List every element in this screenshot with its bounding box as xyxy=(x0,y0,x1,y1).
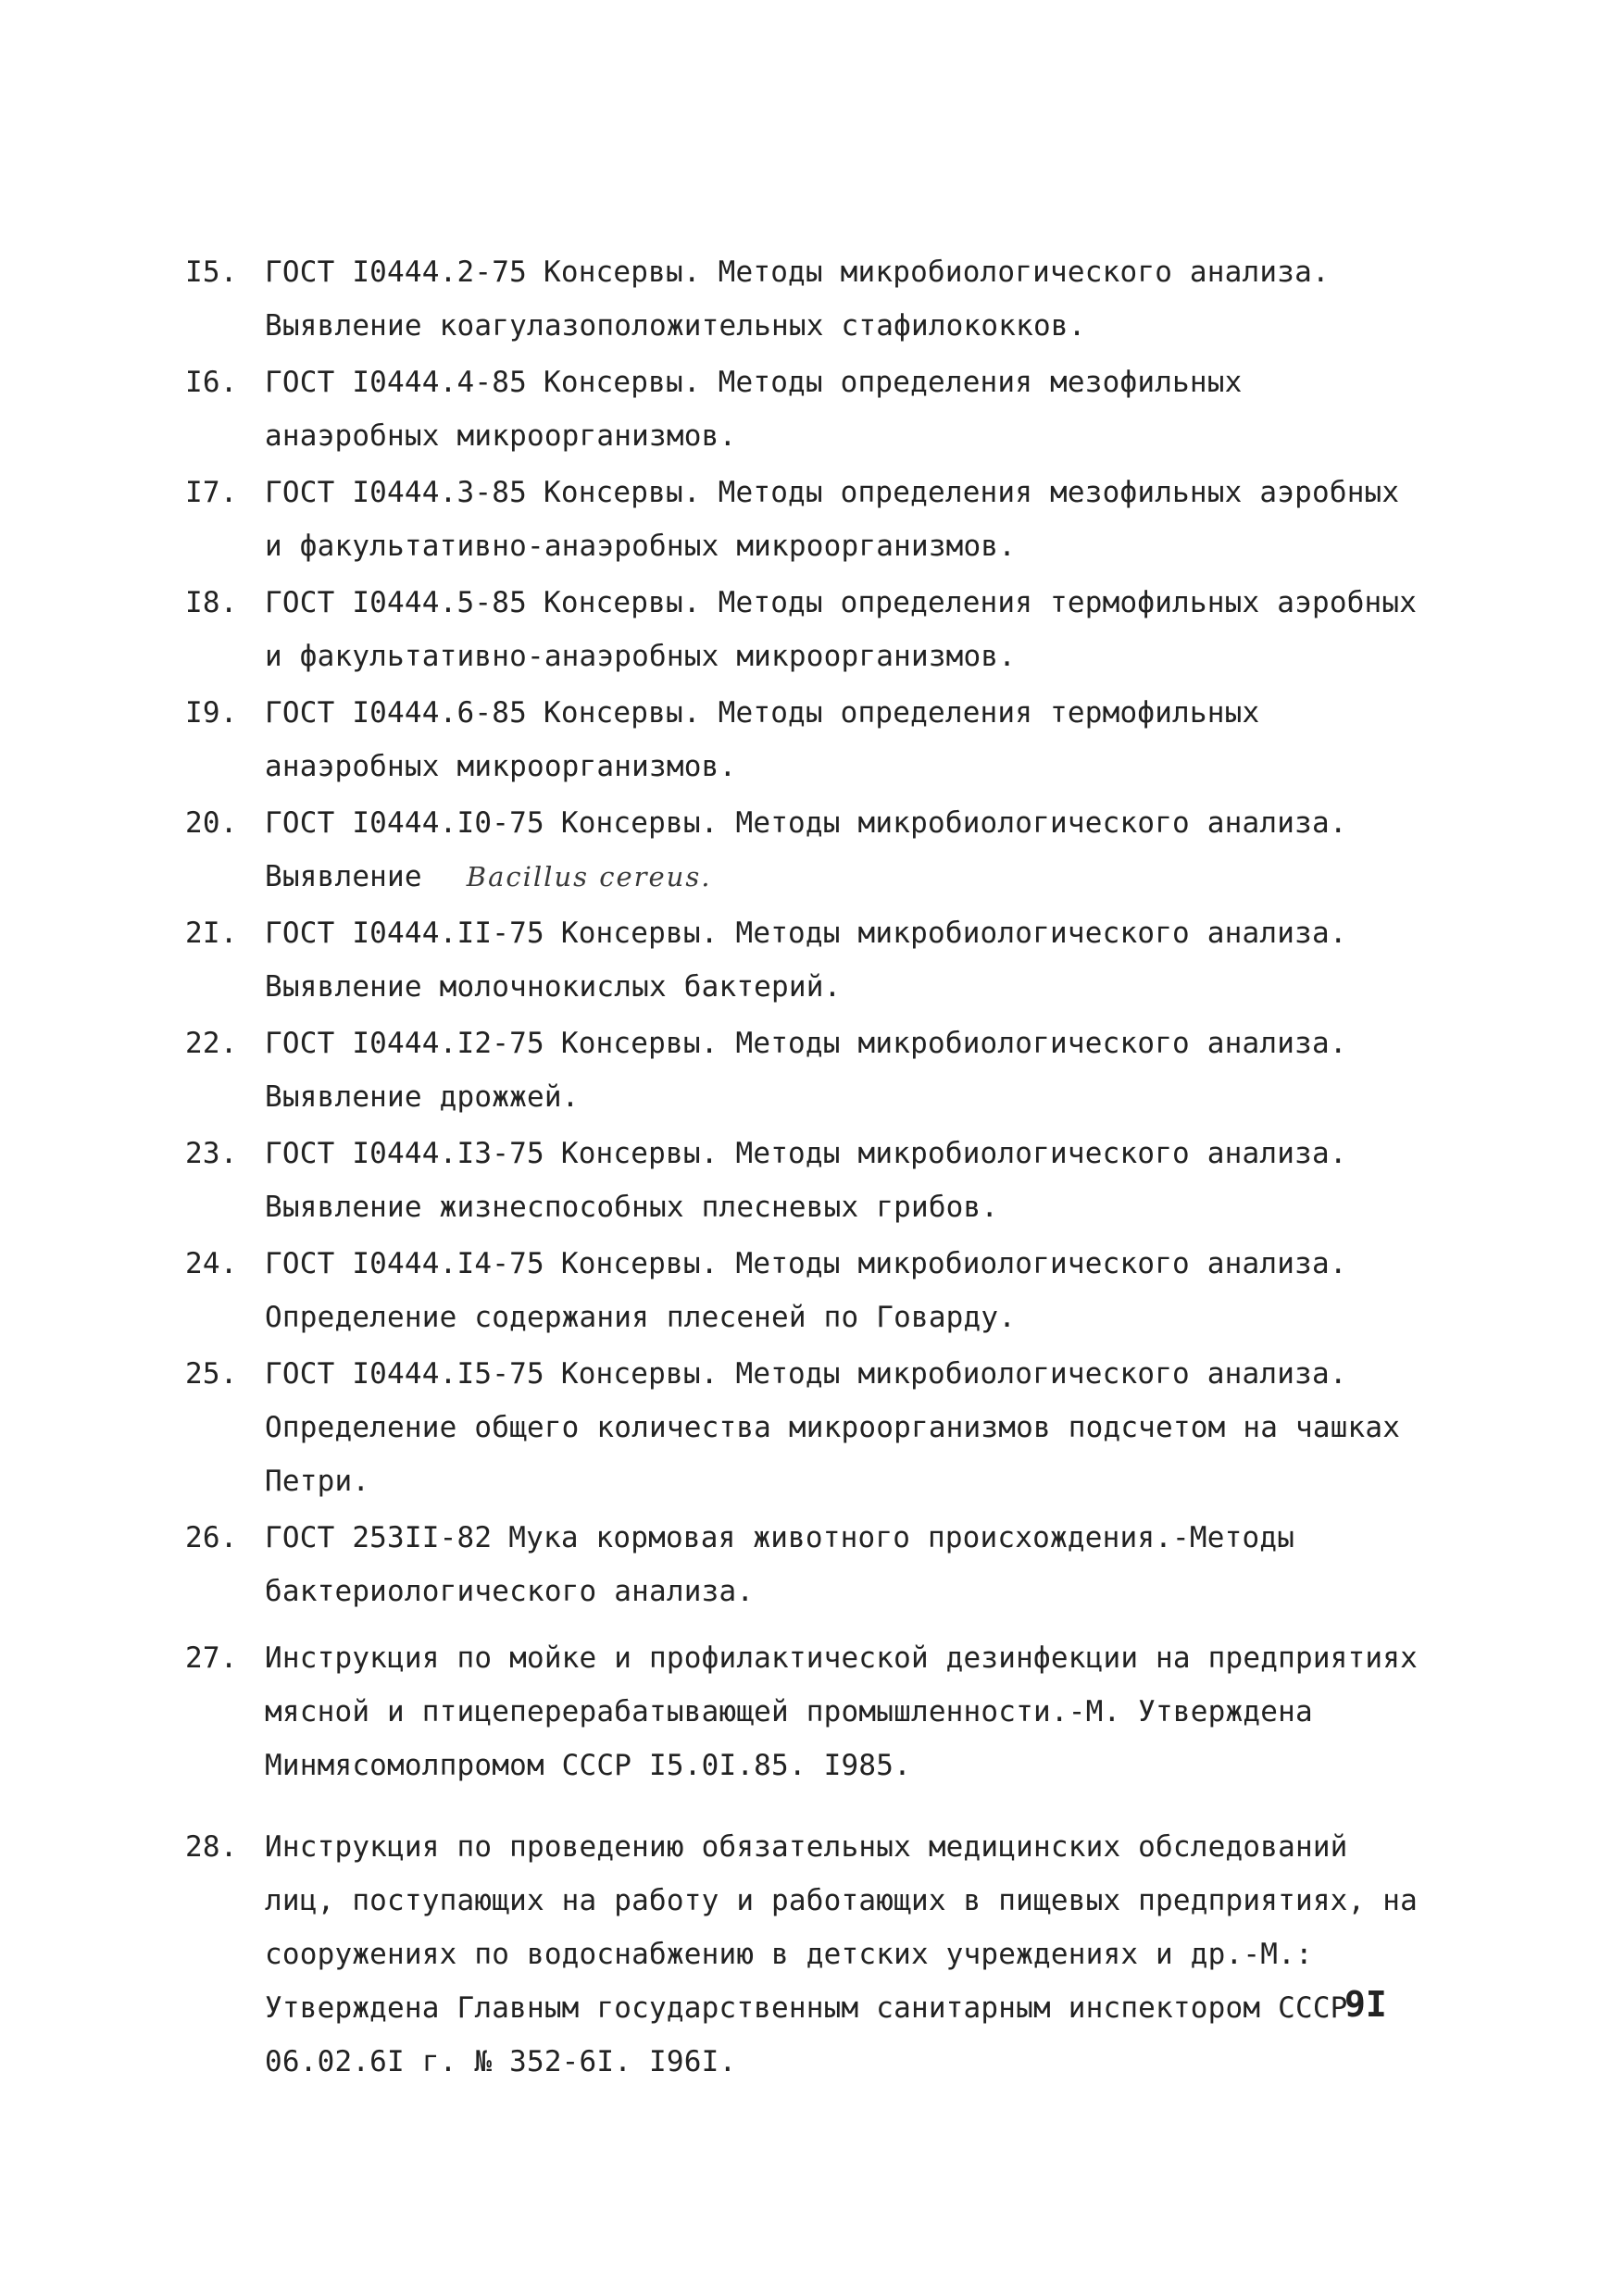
reference-number: 2I. xyxy=(185,917,238,950)
reference-item-18 xyxy=(185,576,1426,683)
reference-code: ГОСТ I0444.II-75 xyxy=(265,917,544,950)
reference-number: I9. xyxy=(185,696,238,730)
reference-number: I5. xyxy=(185,256,238,289)
reference-title: Консервы. Методы микробиологического анализа. Выявление дрожжей. xyxy=(265,1027,1347,1114)
reference-text xyxy=(265,1237,1426,1344)
handwritten-annotation: Bacillus cereus. xyxy=(466,861,712,892)
reference-text xyxy=(265,576,1426,683)
reference-item-24 xyxy=(185,1237,1426,1344)
page-number: 9I xyxy=(1344,1984,1387,2025)
reference-code: ГОСТ 253II-82 xyxy=(265,1521,493,1554)
reference-item-19 xyxy=(185,686,1426,793)
reference-text xyxy=(265,686,1426,793)
reference-title: Консервы. Методы определения мезофильных анаэробных микроорганизмов. xyxy=(265,366,1243,453)
reference-code: ГОСТ I0444.2-75 xyxy=(265,256,527,289)
reference-title: Консервы. Методы микробиологического анализа. Выявление xyxy=(265,806,1347,893)
reference-title: Консервы. Методы микробиологического анализа. Определение содержания плесеней по Говарду. xyxy=(265,1247,1347,1334)
reference-number: 24. xyxy=(185,1247,238,1280)
reference-code: ГОСТ I0444.4-85 xyxy=(265,366,527,399)
reference-number: 22. xyxy=(185,1027,238,1060)
reference-item-16 xyxy=(185,356,1426,463)
reference-title: Консервы. Методы определения термофильных аэробных и факультативно-анаэробных микроорганизмов. xyxy=(265,586,1418,673)
reference-number: 25. xyxy=(185,1357,238,1391)
reference-title: Мука кормовая животного происхождения.-Методы бактериологического анализа. xyxy=(265,1521,1295,1608)
reference-text xyxy=(265,796,1426,904)
reference-list xyxy=(185,245,1426,2089)
reference-title: Инструкция по проведению обязательных медицинских обследований лиц, поступающих на работу и работающих в пищевых предприятиях, на сооружениях по водоснабжению в детских учреждениях и др.-М.: Утверждена Главным государственным санитарным инспектором СССР 06.02.6I г. № 352-6I. I96I. xyxy=(265,1830,1418,2078)
reference-code: ГОСТ I0444.5-85 xyxy=(265,586,527,619)
reference-text xyxy=(265,1511,1426,1618)
reference-title: Консервы. Методы микробиологического анализа. Выявление жизнеспособных плесневых грибов. xyxy=(265,1137,1347,1224)
reference-title: Консервы. Методы микробиологического анализа. Выявление молочнокислых бактерий. xyxy=(265,917,1347,1004)
reference-title: Консервы. Методы микробиологического анализа. Определение общего количества микроорганизмов подсчетом на чашках Петри. xyxy=(265,1357,1401,1498)
reference-number: I6. xyxy=(185,366,238,399)
reference-text xyxy=(265,906,1426,1014)
reference-number: I8. xyxy=(185,586,238,619)
reference-number: 26. xyxy=(185,1521,238,1554)
reference-code: ГОСТ I0444.I3-75 xyxy=(265,1137,544,1170)
reference-code: ГОСТ I0444.3-85 xyxy=(265,476,527,509)
reference-item-15 xyxy=(185,245,1426,353)
reference-text xyxy=(265,1017,1426,1124)
reference-text xyxy=(265,356,1426,463)
reference-item-20 xyxy=(185,796,1426,904)
reference-text xyxy=(265,1631,1426,1792)
reference-item-23 xyxy=(185,1127,1426,1234)
reference-title: Консервы. Методы определения мезофильных аэробных и факультативно-анаэробных микроорганизмов. xyxy=(265,476,1400,563)
reference-number: 27. xyxy=(185,1641,238,1675)
reference-item-22 xyxy=(185,1017,1426,1124)
reference-text xyxy=(265,1127,1426,1234)
reference-code: ГОСТ I0444.6-85 xyxy=(265,696,527,730)
reference-item-27 xyxy=(185,1631,1426,1792)
reference-item-25 xyxy=(185,1347,1426,1508)
reference-number: 28. xyxy=(185,1830,238,1864)
reference-code: ГОСТ I0444.I0-75 xyxy=(265,806,544,840)
reference-title: Консервы. Методы определения термофильных анаэробных микроорганизмов. xyxy=(265,696,1260,783)
reference-code: ГОСТ I0444.I4-75 xyxy=(265,1247,544,1280)
reference-code: ГОСТ I0444.I2-75 xyxy=(265,1027,544,1060)
reference-text xyxy=(265,466,1426,573)
reference-item-26 xyxy=(185,1511,1426,1618)
reference-title: Консервы. Методы микробиологического анализа. Выявление коагулазоположительных стафилококков. xyxy=(265,256,1330,343)
reference-number: 23. xyxy=(185,1137,238,1170)
reference-item-28 xyxy=(185,1820,1426,2089)
reference-title: Инструкция по мойке и профилактической дезинфекции на предприятиях мясной и птицеперерабатывающей промышленности.-М. Утверждена Минмясомолпромом СССР I5.0I.85. I985. xyxy=(265,1641,1418,1782)
reference-text xyxy=(265,245,1426,353)
reference-item-17 xyxy=(185,466,1426,573)
reference-text xyxy=(265,1820,1426,2089)
reference-number: I7. xyxy=(185,476,238,509)
reference-code: ГОСТ I0444.I5-75 xyxy=(265,1357,544,1391)
reference-number: 20. xyxy=(185,806,238,840)
reference-text xyxy=(265,1347,1426,1508)
reference-item-21 xyxy=(185,906,1426,1014)
